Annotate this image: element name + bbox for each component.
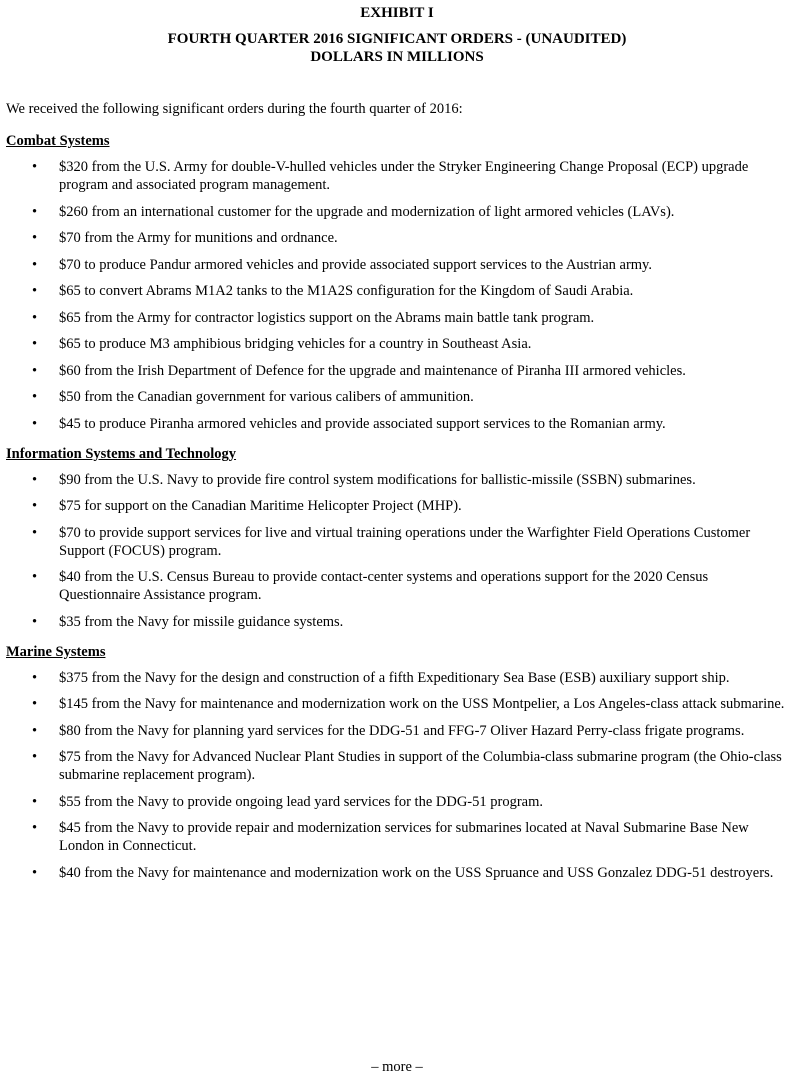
bullet-icon: •	[32, 722, 38, 739]
bullet-icon: •	[32, 696, 38, 712]
list-item	[6, 524, 788, 560]
section-combat-systems	[6, 132, 788, 433]
order-text: $65 from the Army for contractor logistics support on the Abrams main battle tank program.	[59, 309, 595, 326]
bullet-icon: •	[32, 415, 38, 432]
list-item	[6, 388, 788, 406]
bullet-icon: •	[32, 389, 38, 405]
bullet-icon: •	[32, 309, 38, 326]
order-list	[6, 471, 788, 631]
list-item	[6, 362, 788, 380]
bullet-icon: •	[32, 362, 38, 379]
order-text: $375 from the Navy for the design and construction of a fifth Expeditionary Sea Base (ESB) auxiliary support ship.	[59, 669, 730, 686]
section-heading: Information Systems and Technology	[6, 445, 237, 462]
order-text: $65 to convert Abrams M1A2 tanks to the M1A2S configuration for the Kingdom of Saudi Arabia.	[59, 283, 634, 299]
order-text: $70 to produce Pandur armored vehicles and provide associated support services to the Austrian army.	[59, 256, 652, 273]
bullet-icon: •	[32, 471, 38, 488]
order-text: $145 from the Navy for maintenance and modernization work on the USS Montpelier, a Los Angeles-class attack submarine.	[59, 696, 785, 712]
section-heading: Combat Systems	[6, 133, 110, 149]
orders-content	[6, 132, 788, 890]
list-item	[6, 748, 788, 784]
list-item	[6, 819, 788, 855]
list-item	[6, 497, 788, 515]
order-text: $45 to produce Piranha armored vehicles and provide associated support services to the Romanian army.	[59, 415, 666, 432]
order-text: $320 from the U.S. Army for double-V-hulled vehicles under the Stryker Engineering Change Proposal (ECP) upgrade program and associated program management.	[59, 159, 749, 193]
document-title-block	[0, 30, 794, 66]
order-text: $75 for support on the Canadian Maritime Helicopter Project (MHP).	[59, 498, 462, 514]
list-item	[6, 471, 788, 489]
bullet-icon: •	[32, 569, 38, 585]
list-item	[6, 613, 788, 631]
order-list	[6, 158, 788, 433]
section-information-systems	[6, 445, 788, 631]
order-text: $70 from the Army for munitions and ordnance.	[59, 230, 338, 246]
bullet-icon: •	[32, 864, 38, 881]
list-item	[6, 282, 788, 300]
document-title: FOURTH QUARTER 2016 SIGNIFICANT ORDERS - (UNAUDITED)	[167, 31, 627, 47]
list-item	[6, 793, 788, 811]
bullet-icon: •	[32, 203, 38, 220]
order-text: $55 from the Navy to provide ongoing lead yard services for the DDG-51 program.	[59, 793, 544, 810]
order-list	[6, 669, 788, 882]
intro-paragraph: We received the following significant orders during the fourth quarter of 2016:	[6, 101, 463, 117]
list-item	[6, 864, 788, 882]
list-item	[6, 695, 788, 713]
bullet-icon: •	[32, 498, 38, 514]
bullet-icon: •	[32, 793, 38, 810]
bullet-icon: •	[32, 159, 38, 175]
list-item	[6, 335, 788, 353]
order-text: $65 to produce M3 amphibious bridging vehicles for a country in Southeast Asia.	[59, 336, 532, 352]
bullet-icon: •	[32, 230, 38, 246]
list-item	[6, 229, 788, 247]
bullet-icon: •	[32, 524, 38, 541]
order-text: $60 from the Irish Department of Defence for the upgrade and maintenance of Piranha III armored vehicles.	[59, 362, 686, 379]
section-marine-systems	[6, 643, 788, 882]
bullet-icon: •	[32, 336, 38, 352]
list-item	[6, 309, 788, 327]
order-text: $40 from the Navy for maintenance and modernization work on the USS Spruance and USS Gonzalez DDG-51 destroyers.	[59, 864, 774, 881]
list-item	[6, 158, 788, 194]
bullet-icon: •	[32, 613, 38, 630]
order-text: $40 from the U.S. Census Bureau to provide contact-center systems and operations support for the 2020 Census Questionnaire Assistance program.	[59, 569, 709, 603]
list-item	[6, 568, 788, 604]
order-text: $35 from the Navy for missile guidance systems.	[59, 613, 344, 630]
bullet-icon: •	[32, 256, 38, 273]
order-text: $50 from the Canadian government for various calibers of ammunition.	[59, 389, 474, 405]
order-text: $80 from the Navy for planning yard services for the DDG-51 and FFG-7 Oliver Hazard Perry-class frigate programs.	[59, 722, 745, 739]
list-item	[6, 415, 788, 433]
list-item	[6, 256, 788, 274]
list-item	[6, 722, 788, 740]
order-text: $70 to provide support services for live and virtual training operations under the Warfighter Field Operations Customer Support (FOCUS) program.	[59, 524, 751, 559]
list-item	[6, 669, 788, 687]
order-text: $260 from an international customer for the upgrade and modernization of light armored vehicles (LAVs).	[59, 203, 675, 220]
list-item	[6, 203, 788, 221]
order-text: $75 from the Navy for Advanced Nuclear Plant Studies in support of the Columbia-class submarine program (the Ohio-class submarine replacement program).	[59, 749, 782, 783]
bullet-icon: •	[32, 820, 38, 836]
bullet-icon: •	[32, 283, 38, 299]
section-heading: Marine Systems	[6, 643, 106, 660]
bullet-icon: •	[32, 749, 38, 765]
bullet-icon: •	[32, 669, 38, 686]
order-text: $45 from the Navy to provide repair and modernization services for submarines located at Naval Submarine Base New London in Connecticut.	[59, 820, 749, 854]
order-text: $90 from the U.S. Navy to provide fire control system modifications for ballistic-missile (SSBN) submarines.	[59, 471, 696, 488]
exhibit-label: EXHIBIT I	[360, 5, 434, 21]
page-continuation-footer: – more –	[371, 1059, 423, 1075]
document-subtitle: DOLLARS IN MILLIONS	[310, 49, 484, 65]
